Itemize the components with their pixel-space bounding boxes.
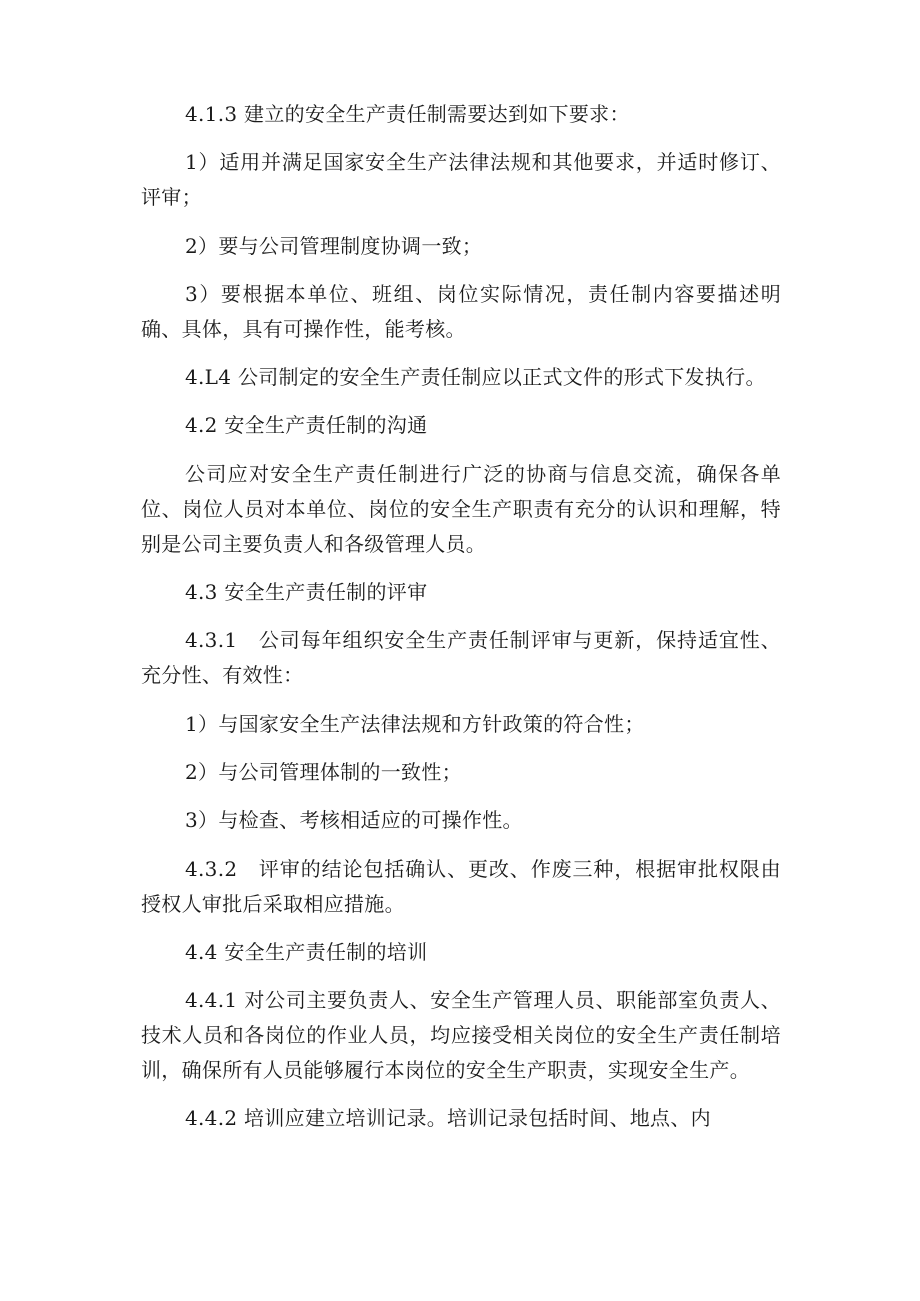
heading-4-3: 4.3 安全生产责任制的评审 — [185, 580, 428, 605]
heading-4-4: 4.4 安全生产责任制的培训 — [185, 939, 428, 964]
paragraph-requirement-2: 2）要与公司管理制度协调一致； — [185, 233, 483, 258]
paragraph-4-3-1: 4.3.1 公司每年组织安全生产责任制评审与更新，保持适宜性、充分性、有效性： — [141, 628, 781, 688]
paragraph-communication: 公司应对安全生产责任制进行广泛的协商与信息交流，确保各单位、岗位人员对本单位、岗位的安全生产职责有充分的认识和理解，特别是公司主要负责人和各级管理人员。 — [141, 461, 781, 556]
paragraph-4-1-3: 4.1.3 建立的安全生产责任制需要达到如下要求： — [185, 102, 630, 126]
document-body — [141, 97, 781, 1136]
paragraph-requirement-3: 3）要根据本单位、班组、岗位实际情况，责任制内容要描述明确、具体，具有可操作性，能考核。 — [141, 281, 781, 341]
paragraph-4-4-2: 4.4.2 培训应建立培训记录。培训记录包括时间、地点、内 — [185, 1106, 711, 1131]
heading-4-2: 4.2 安全生产责任制的沟通 — [185, 413, 428, 438]
paragraph-4-3-2: 4.3.2 评审的结论包括确认、更改、作废三种，根据审批权限由授权人审批后采取相应措施。 — [141, 856, 781, 916]
paragraph-review-2: 2）与公司管理体制的一致性； — [185, 759, 462, 784]
paragraph-4-4-1: 4.4.1 对公司主要负责人、安全生产管理人员、职能部室负责人、技术人员和各岗位的作业人员，均应接受相关岗位的安全生产责任制培训，确保所有人员能够履行本岗位的安全生产职责，实现安全生产。 — [141, 988, 781, 1083]
paragraph-requirement-1: 1）适用并满足国家安全生产法律法规和其他要求，并适时修订、评审； — [141, 150, 781, 210]
paragraph-4-1-4: 4.L4 公司制定的安全生产责任制应以正式文件的形式下发执行。 — [185, 365, 766, 390]
paragraph-review-1: 1）与国家安全生产法律法规和方针政策的符合性； — [185, 711, 645, 736]
paragraph-review-3: 3）与检查、考核相适应的可操作性。 — [185, 808, 523, 833]
